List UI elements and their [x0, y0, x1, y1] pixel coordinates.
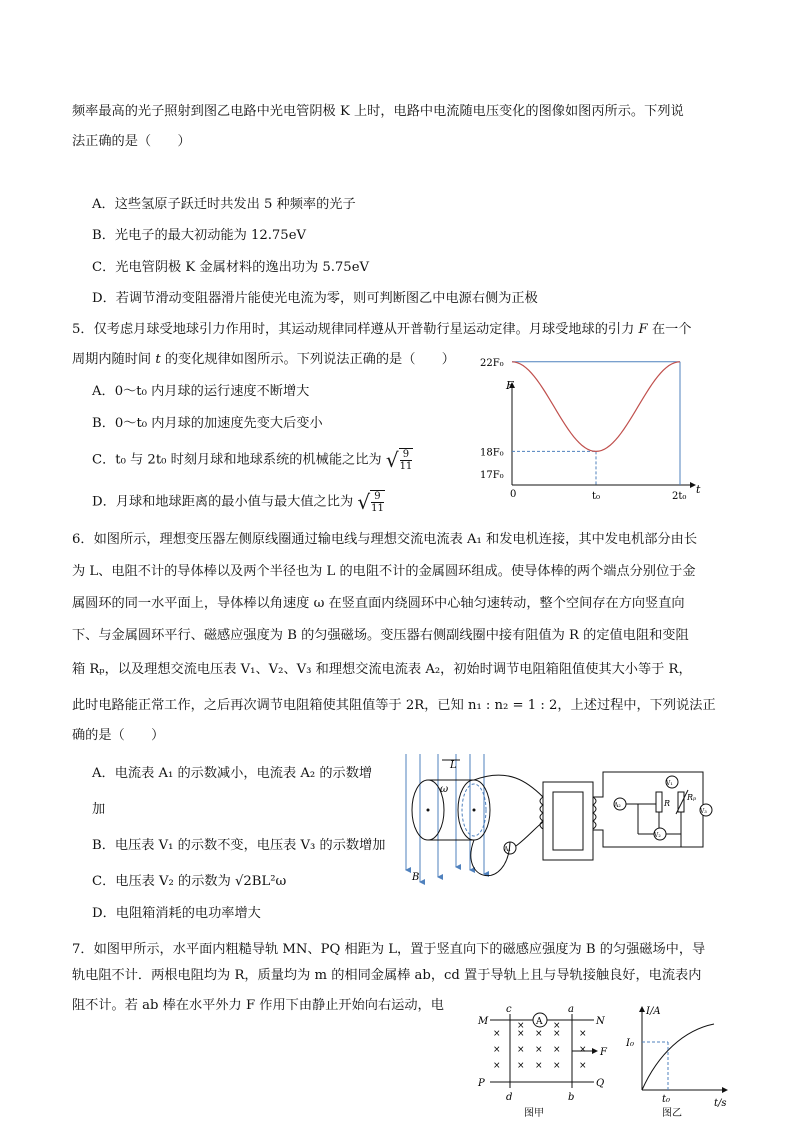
q4-option-a: A．这些氢原子跃迁时共发出 5 种频率的光子 [92, 197, 356, 212]
q6-option-b: B．电压表 V₁ 的示数不变，电压表 V₃ 的示数增加 [92, 838, 386, 853]
q5-option-c: C．t₀ 与 2t₀ 时刻月球和地球系统的机械能之比为 √ $\frac{9}{11}$ [92, 448, 413, 472]
q5-stem-line-1: 5．仅考虑月球受地球引力作用时，其运动规律同样遵从开普勒行星运动定律。月球受地球的引力 F 在一个 [72, 322, 692, 337]
svg-text:P: P [478, 1078, 485, 1089]
transformer-circuit-figure [398, 752, 720, 902]
current-time-figure [624, 1002, 734, 1120]
field-cross: × [553, 1021, 561, 1031]
q6-stem-line-1: 6．如图所示，理想变压器左侧原线圈通过输电线与理想交流电流表 A₁ 和发电机连接，其中发电机部分由长 [72, 532, 698, 547]
field-cross: × [493, 1061, 501, 1071]
q6-option-c: C．电压表 V₂ 的示数为 √2BL²ω [92, 874, 287, 889]
caption-fig-jia: 图甲 [524, 1108, 544, 1119]
field-cross: × [493, 1029, 501, 1039]
ammeter-label: A [536, 1017, 543, 1027]
q4-option-b: B．光电子的最大初动能为 12.75eV [92, 228, 307, 243]
field-cross: × [535, 1061, 543, 1071]
q6-stem-line-5: 箱 Rₚ，以及理想交流电压表 V₁、V₂、V₃ 和理想交流电流表 A₂，初始时调节电阻箱阻值使其大小等于 R， [72, 662, 692, 677]
q4-option-d: D．若调节滑动变阻器滑片能使光电流为零，则可判断图乙中电源右侧为正极 [92, 291, 538, 306]
ammeter-a2-label: A₂ [614, 802, 621, 809]
svg-text:a: a [568, 1004, 574, 1015]
intro-line-1: 频率最高的光子照射到图乙电路中光电管阴极 K 上时，电路中电流随电压变化的图像如图丙所示。下列说 [72, 104, 684, 119]
x-tick-label: 2t₀ [672, 491, 687, 502]
force-time-chart [470, 357, 710, 505]
y-tick-label: 18F₀ [480, 447, 504, 459]
q6-stem-line-2: 为 L、电阻不计的导体棒以及两个半径也为 L 的电阻不计的金属圆环组成。使导体棒的两个端点分别位于金 [72, 564, 696, 579]
svg-text:t₀: t₀ [662, 1094, 671, 1105]
y-tick-label: 17F₀ [480, 469, 504, 481]
svg-text:N: N [596, 1016, 605, 1027]
q5-option-b: B．0～t₀ 内月球的加速度先变大后变小 [92, 416, 323, 431]
svg-text:t/s: t/s [714, 1098, 727, 1109]
resistor-r-label: R [664, 799, 671, 808]
field-cross: × [517, 1021, 525, 1031]
svg-text:I₀: I₀ [626, 1038, 634, 1049]
omega-label: ω [440, 784, 449, 795]
field-cross: × [579, 1029, 587, 1039]
field-cross: × [493, 1045, 501, 1055]
field-label: B [412, 872, 420, 883]
field-cross: × [517, 1061, 525, 1071]
ammeter-a1-label: A₁ [504, 846, 511, 853]
field-cross: × [517, 1045, 525, 1055]
force-curve [512, 362, 680, 452]
y-axis-label: F [506, 379, 514, 392]
x-tick-label: 0 [510, 489, 517, 500]
q6-option-d: D．电阻箱消耗的电功率增大 [92, 906, 261, 921]
q6-option-a-cont: 加 [92, 802, 106, 817]
q6-stem-line-7: 确的是（ ） [72, 728, 165, 743]
force-label: F [600, 1047, 607, 1058]
field-cross: × [553, 1061, 561, 1071]
field-cross: × [535, 1045, 543, 1055]
current-curve [642, 1024, 714, 1090]
q7-stem-line-2: 轨电阻不计．两根电阻均为 R，质量均为 m 的相同金属棒 ab，cd 置于导轨上且与导轨接触良好，电流表内 [72, 968, 702, 983]
resistor-rp-label: Rₚ [687, 793, 697, 802]
svg-text:c: c [506, 1004, 512, 1015]
q6-stem-line-3: 属圆环的同一水平面上，导体棒以角速度 ω 在竖直面内绕圆环中心轴匀速转动，整个空间存在方向竖直向 [72, 596, 685, 611]
caption-fig-yi: 图乙 [662, 1108, 682, 1119]
q6-stem-line-6: 此时电路能正常工作，之后再次调节电阻箱使其阻值等于 2R，已知 n₁ : n₂ = 1 : 2，上述过程中，下列说法正 [72, 698, 716, 713]
q6-option-a: A．电流表 A₁ 的示数减小，电流表 A₂ 的示数增 [92, 766, 373, 781]
q7-stem-line-1: 7．如图甲所示，水平面内粗糙导轨 MN、PQ 相距为 L，置于竖直向下的磁感应强度为 B 的匀强磁场中，导 [72, 942, 706, 957]
field-cross: × [553, 1045, 561, 1055]
rod-length-label: L [450, 760, 457, 771]
q7-stem-line-3: 阻不计。若 ab 棒在水平外力 F 作用下由静止开始向右运动，电 [72, 998, 444, 1013]
svg-text:M: M [478, 1016, 489, 1027]
sqrt-fraction: √ $\frac{9}{11}$ [357, 490, 384, 514]
intro-line-2: 法正确的是（ ） [72, 134, 191, 149]
x-tick-label: t₀ [592, 491, 601, 502]
voltmeter-v2-label: V₂ [654, 832, 661, 839]
voltmeter-v1-label: V₁ [666, 780, 673, 787]
transformer-core [543, 782, 593, 860]
field-cross: × [579, 1045, 587, 1055]
voltmeter-v3-label: V₃ [700, 808, 707, 815]
svg-text:b: b [568, 1092, 575, 1103]
q5-option-a: A．0～t₀ 内月球的运行速度不断增大 [92, 384, 310, 399]
q5-option-d: D．月球和地球距离的最小值与最大值之比为 √ $\frac{9}{11}$ [92, 490, 384, 514]
svg-text:Q: Q [596, 1078, 605, 1089]
field-cross: × [553, 1029, 561, 1039]
svg-text:I/A: I/A [646, 1006, 661, 1017]
sqrt-fraction: √ $\frac{9}{11}$ [385, 448, 413, 472]
q6-stem-line-4: 下、与金属圆环平行、磁感应强度为 B 的匀强磁场。变压器右侧副线圈中接有阻值为 R 的定值电阻和变阻 [72, 628, 689, 643]
field-cross: × [579, 1061, 587, 1071]
field-cross: × [535, 1029, 543, 1039]
x-axis-label: t [696, 483, 701, 496]
q5-stem-line-2: 周期内随时间 t 的变化规律如图所示。下列说法正确的是（ ） [72, 352, 455, 367]
field-cross: × [517, 1029, 525, 1039]
svg-text:d: d [506, 1092, 513, 1103]
rails-figure [474, 1006, 624, 1120]
y-tick-label: 22F₀ [480, 357, 504, 369]
q4-option-c: C．光电管阴极 K 金属材料的逸出功为 5.75eV [92, 260, 370, 275]
